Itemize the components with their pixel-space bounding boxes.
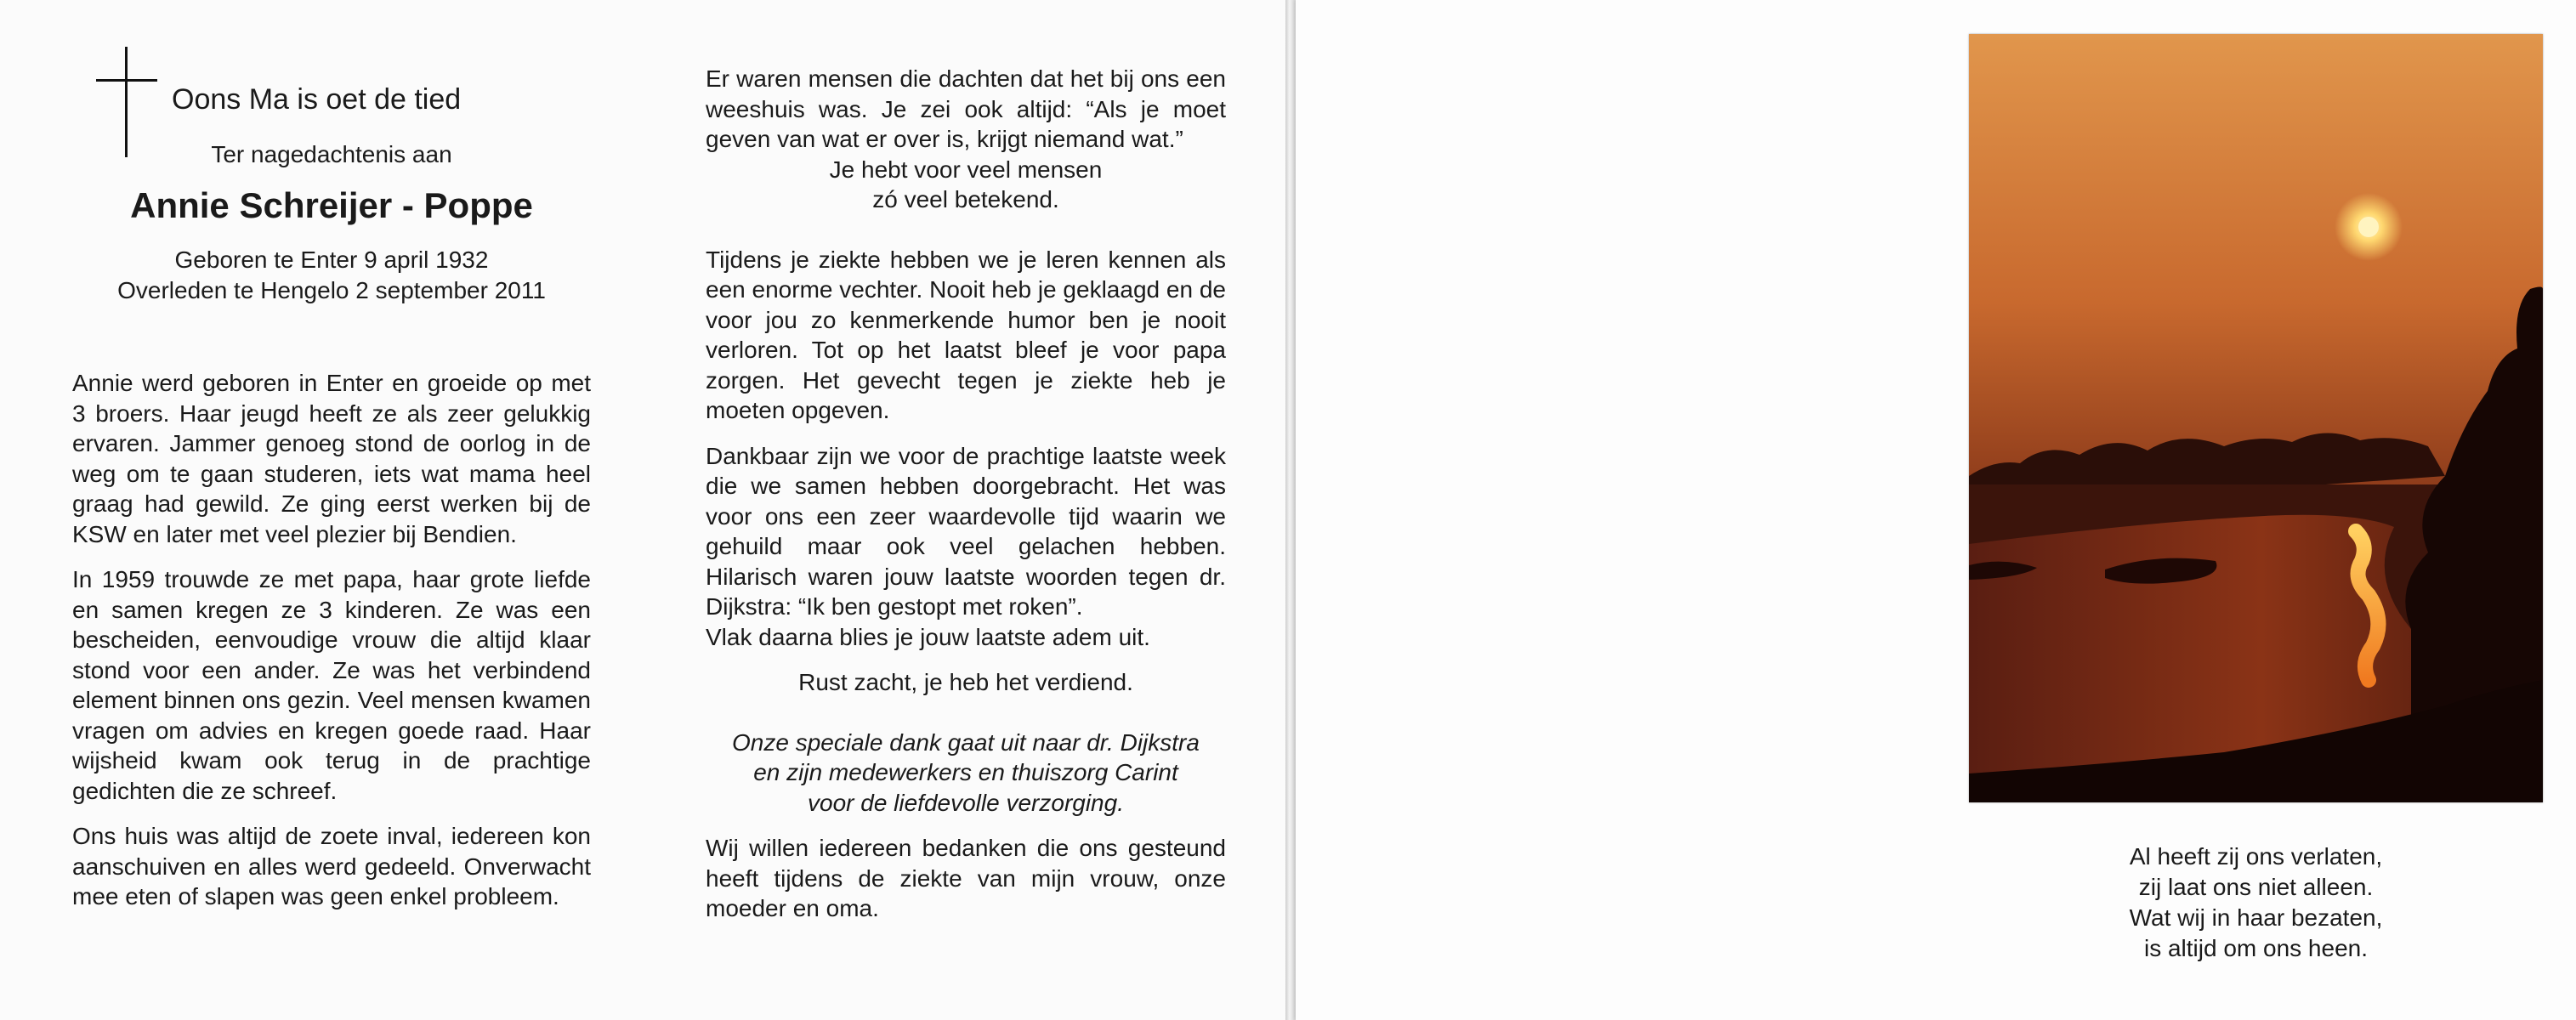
bio-paragraph: Ons huis was altijd de zoete inval, iedereen kon aanschuiven en alles werd gedeeld. Onverwacht mee eten of slapen was geen enkel probleem. xyxy=(72,823,591,910)
death-line: Overleden te Hengelo 2 september 2011 xyxy=(117,277,546,303)
deceased-name: Annie Schreijer - Poppe xyxy=(130,185,533,225)
rest-in-peace: Rust zacht, je heb het verdiend. xyxy=(798,669,1133,695)
thanks-line: voor de liefdevolle verzorging. xyxy=(808,789,1124,816)
biography-column xyxy=(72,368,591,927)
sun-core xyxy=(2358,217,2379,237)
quote-line: Je hebt voor veel mensen xyxy=(829,156,1103,183)
poem-line: is altijd om ons heen. xyxy=(2143,935,2369,961)
motto: Oons Ma is oet de tied xyxy=(172,83,462,116)
poem-line: Wat wij in haar bezaten, xyxy=(2129,904,2383,931)
card-fold xyxy=(1285,0,1296,1020)
memorial-paragraph: Tijdens je ziekte hebben we je leren kennen als een enorme vechter. Nooit heb je geklaagd en de voor jou zo kenmerkende humor ben je nooit verloren. Tot op het laatst bleef je voor papa zorgen. Het gevecht tegen je ziekte heb je moeten opgeven. xyxy=(706,246,1226,423)
birth-line: Geboren te Enter 9 april 1932 xyxy=(174,246,489,273)
sunset-photo xyxy=(1969,34,2543,802)
memorial-line: Vlak daarna blies je jouw laatste adem uit. xyxy=(706,623,1150,650)
poem-line: Al heeft zij ons verlaten, xyxy=(2129,843,2383,870)
poem-line: zij laat ons niet alleen. xyxy=(2138,874,2374,900)
poem xyxy=(1969,842,2543,964)
bio-paragraph: In 1959 trouwde ze met papa, haar grote liefde en samen kregen ze 3 kinderen. Ze was een bescheiden, eenvoudige vrouw die altijd klaar stond voor een ander. Ze was het verbindend element binnen ons gezin. Veel mensen kwamen vragen om advies en kregen goede raad. Haar wijsheid kwam ook terug in de prachtige gedichten die ze schreef. xyxy=(72,566,591,804)
memorial-paragraph: Er waren mensen die dachten dat het bij ons een weeshuis was. Je zei ook altijd: “Als je moet geven van wat er over is, krijgt niemand wat.” xyxy=(706,65,1226,152)
quote-line: zó veel betekend. xyxy=(872,186,1059,212)
bio-paragraph: Annie werd geboren in Enter en groeide op met 3 broers. Haar jeugd heeft ze als zeer gelukkig ervaren. Jammer genoeg stond de oorlog in de weg om te gaan studeren, iets wat mama heel graag had gewild. Ze ging eerst werken bij de KSW en later met veel plezier bij Bendien. xyxy=(72,370,591,547)
memorial-paragraph: Dankbaar zijn we voor de prachtige laatste week die we samen hebben doorgebracht. Het was voor ons een zeer waardevolle tijd waarin we gehuild maar ook veel gelachen hebben. Hilarisch waren jouw laatste woorden tegen dr. Dijkstra: “Ik ben gestopt met roken”. xyxy=(706,442,1226,620)
thanks-line: en zijn medewerkers en thuiszorg Carint xyxy=(753,759,1178,785)
card-inner-left xyxy=(0,0,1285,1020)
memorial-column xyxy=(706,64,1226,924)
memory-line: Ter nagedachtenis aan xyxy=(211,141,452,167)
gratitude-paragraph: Wij willen iedereen bedanken die ons gesteund heeft tijdens de ziekte van mijn vrouw, onze moeder en oma. xyxy=(706,835,1226,921)
header-block xyxy=(72,42,591,314)
thanks-line: Onze speciale dank gaat uit naar dr. Dijkstra xyxy=(732,728,1200,756)
